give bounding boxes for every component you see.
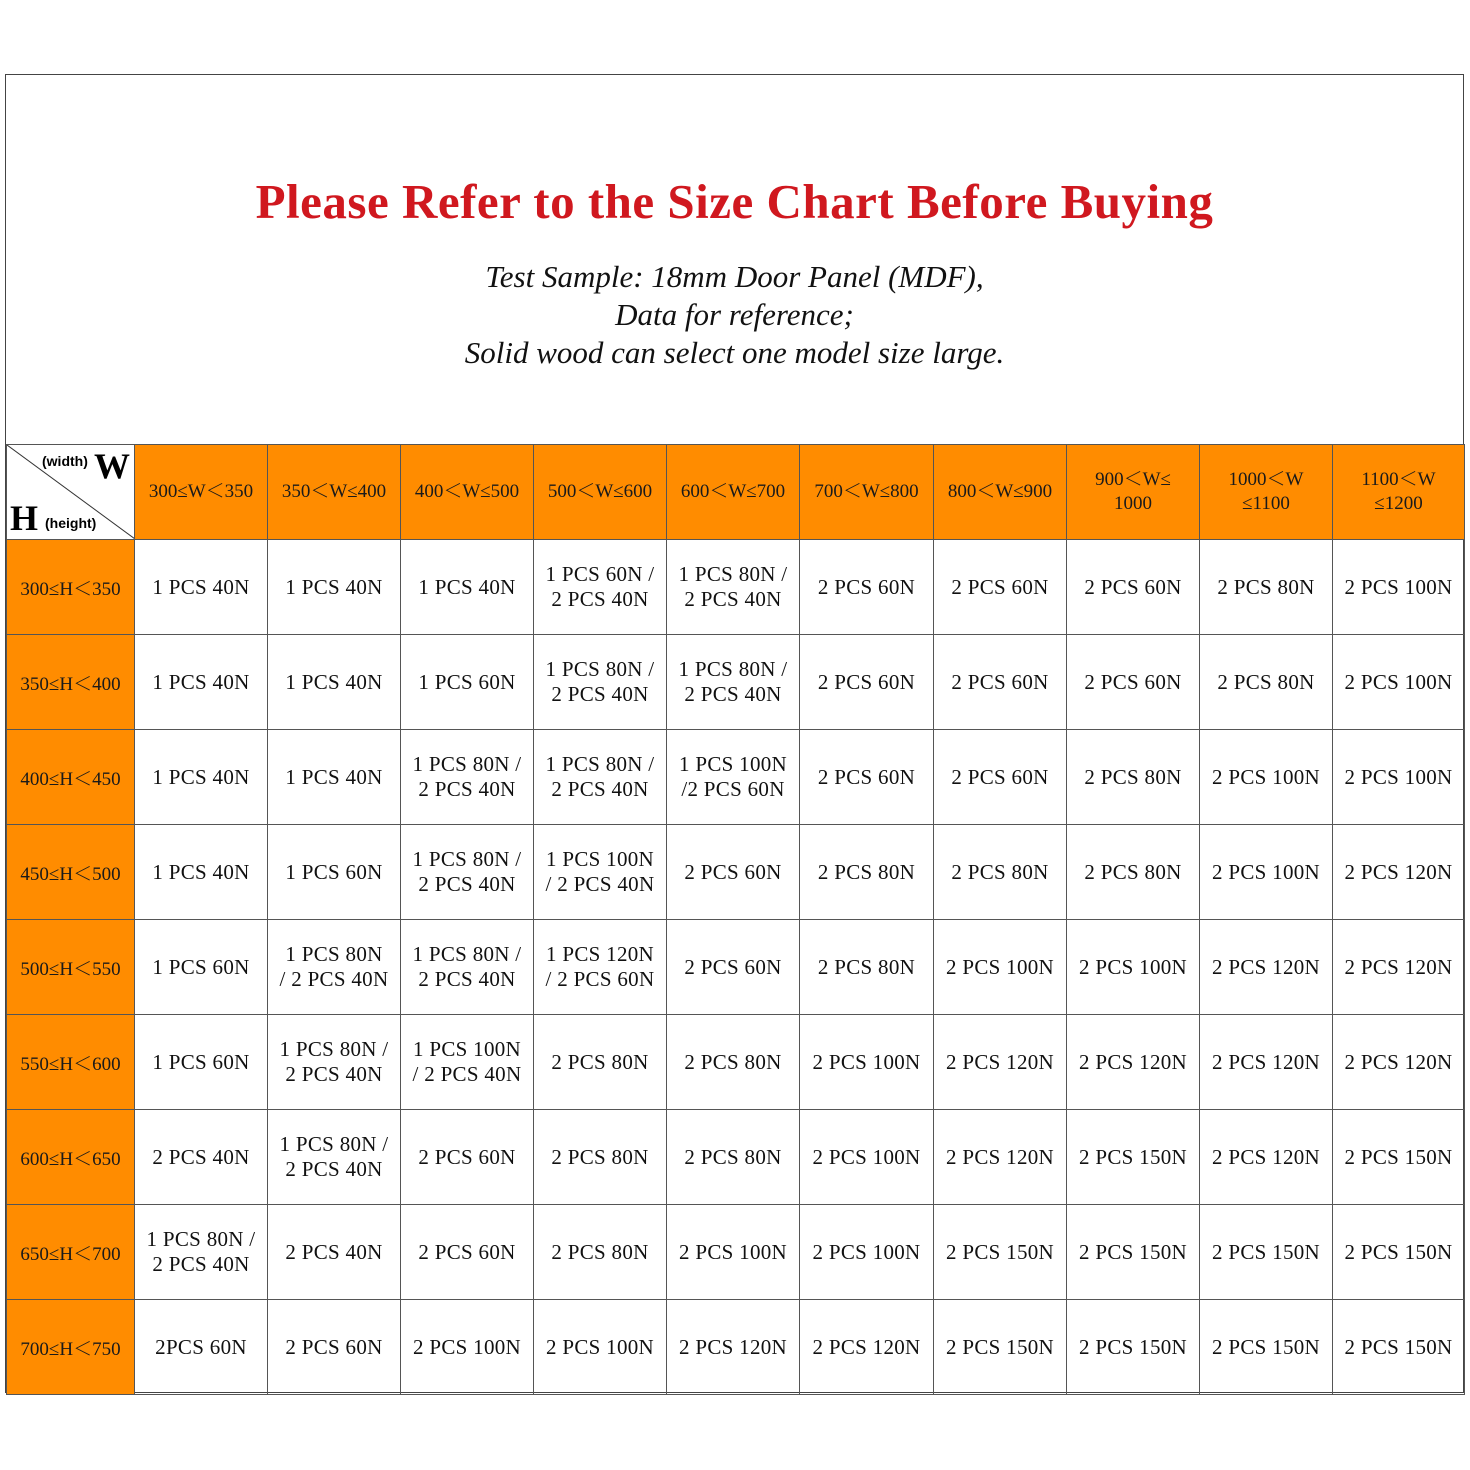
table-cell bbox=[268, 1110, 401, 1205]
cell-line: 2 PCS 60N bbox=[817, 764, 916, 789]
table-cell bbox=[135, 730, 268, 825]
cell-line: 2 PCS 150N bbox=[1211, 1334, 1321, 1359]
table-cell bbox=[268, 1205, 401, 1300]
table-cell bbox=[135, 540, 268, 635]
table-row bbox=[7, 540, 1465, 635]
column-header-label: 500＜W≤600 bbox=[547, 481, 653, 502]
cell-line: 1 PCS 40N bbox=[285, 574, 383, 599]
table-cell bbox=[534, 825, 667, 920]
cell-line: 1 PCS 120N bbox=[545, 942, 655, 966]
cell-line: 1 PCS 60N bbox=[152, 954, 250, 979]
cell-line: 1 PCS 80N / bbox=[678, 657, 788, 681]
table-cell bbox=[667, 1015, 800, 1110]
cell-line: 1 PCS 60N bbox=[418, 669, 516, 694]
subtitle-line: Data for reference; bbox=[615, 297, 854, 332]
cell-line: 2 PCS 40N bbox=[418, 872, 516, 896]
cell-line: 2 PCS 120N bbox=[812, 1334, 921, 1359]
table-cell bbox=[401, 1205, 534, 1300]
size-table bbox=[6, 444, 1465, 1395]
column-header-row bbox=[7, 445, 1465, 540]
cell-line: 1 PCS 80N bbox=[285, 942, 383, 966]
cell-line: 2 PCS 40N bbox=[285, 1157, 383, 1181]
table-cell bbox=[800, 1300, 934, 1395]
table-cell bbox=[268, 540, 401, 635]
cell-line: 2 PCS 150N bbox=[1078, 1239, 1188, 1264]
table-cell bbox=[934, 730, 1067, 825]
table-cell bbox=[135, 1015, 268, 1110]
table-cell bbox=[1067, 920, 1200, 1015]
column-header-label: ≤1100 bbox=[1242, 493, 1290, 514]
cell-line: 2 PCS 100N bbox=[812, 1239, 921, 1264]
cell-line: 1 PCS 80N / bbox=[412, 752, 522, 776]
row-header: 700≤H＜750 bbox=[7, 1300, 135, 1395]
cell-line: 2 PCS 80N bbox=[817, 954, 916, 979]
table-cell bbox=[534, 920, 667, 1015]
cell-line: 2 PCS 150N bbox=[1344, 1334, 1453, 1359]
cell-line: 2 PCS 80N bbox=[1084, 859, 1182, 884]
cell-line: 2 PCS 60N bbox=[1084, 669, 1182, 694]
table-cell bbox=[667, 1110, 800, 1205]
cell-line: 2 PCS 120N bbox=[678, 1334, 788, 1359]
cell-line: 2 PCS 60N bbox=[1084, 574, 1182, 599]
table-cell bbox=[1333, 1015, 1465, 1110]
table-cell bbox=[1200, 825, 1333, 920]
table-cell bbox=[667, 730, 800, 825]
table-cell bbox=[1067, 1110, 1200, 1205]
table-cell bbox=[534, 1110, 667, 1205]
chart-title: Please Refer to the Size Chart Before Buying bbox=[255, 174, 1214, 229]
table-cell bbox=[534, 1300, 667, 1395]
column-header-label: 700＜W≤800 bbox=[814, 481, 919, 502]
table-cell bbox=[800, 635, 934, 730]
table-cell bbox=[800, 920, 934, 1015]
cell-line: 1 PCS 100N bbox=[545, 847, 655, 871]
cell-line: 2 PCS 40N bbox=[684, 587, 782, 611]
cell-line: 2 PCS 100N bbox=[412, 1334, 522, 1359]
cell-line: 2 PCS 60N bbox=[684, 954, 782, 979]
column-header-label: 300≤W＜350 bbox=[148, 481, 254, 502]
table-body bbox=[7, 540, 1465, 1395]
cell-line: 2 PCS 150N bbox=[1078, 1144, 1188, 1169]
column-header-label: 800＜W≤900 bbox=[947, 481, 1053, 502]
cell-line: 1 PCS 80N / bbox=[678, 562, 788, 586]
cell-line: 2 PCS 40N bbox=[418, 967, 516, 991]
table-cell bbox=[534, 1015, 667, 1110]
table-cell bbox=[401, 920, 534, 1015]
cell-line: 1 PCS 60N bbox=[285, 859, 383, 884]
table-row bbox=[7, 920, 1465, 1015]
table-cell bbox=[1067, 825, 1200, 920]
cell-line: 2 PCS 150N bbox=[1078, 1334, 1188, 1359]
cell-line: 1 PCS 60N / bbox=[545, 562, 655, 586]
cell-line: 2 PCS 60N bbox=[285, 1334, 383, 1359]
cell-line: 1 PCS 60N bbox=[152, 1049, 250, 1074]
cell-line: 2 PCS 120N bbox=[1211, 1049, 1321, 1074]
height-label: H bbox=[10, 498, 39, 538]
table-cell bbox=[800, 825, 934, 920]
table-row bbox=[7, 730, 1465, 825]
table-cell bbox=[401, 730, 534, 825]
table-cell bbox=[1333, 1110, 1465, 1205]
cell-line: 2 PCS 60N bbox=[951, 669, 1049, 694]
table-cell bbox=[268, 635, 401, 730]
table-cell bbox=[268, 730, 401, 825]
subtitle-line: Solid wood can select one model size large. bbox=[464, 335, 1005, 370]
column-header-label: 350＜W≤400 bbox=[281, 481, 387, 502]
table-cell bbox=[268, 1015, 401, 1110]
cell-line: 2 PCS 60N bbox=[951, 764, 1049, 789]
column-header bbox=[268, 445, 401, 540]
cell-line: 2 PCS 40N bbox=[152, 1252, 250, 1276]
cell-line: 1 PCS 80N / bbox=[545, 752, 655, 776]
cell-line: 2 PCS 150N bbox=[945, 1334, 1055, 1359]
cell-line: 2 PCS 150N bbox=[1344, 1239, 1453, 1264]
cell-line: 2 PCS 60N bbox=[684, 859, 782, 884]
table-cell bbox=[1200, 920, 1333, 1015]
table-cell bbox=[401, 635, 534, 730]
table-cell bbox=[1200, 540, 1333, 635]
row-header: 600≤H＜650 bbox=[7, 1110, 135, 1205]
cell-line: 1 PCS 80N / bbox=[412, 847, 522, 871]
table-cell bbox=[1200, 635, 1333, 730]
width-label: W bbox=[94, 446, 130, 486]
cell-line: 1 PCS 40N bbox=[152, 574, 250, 599]
cell-line: 2 PCS 100N bbox=[1211, 764, 1321, 789]
cell-line: 2 PCS 80N bbox=[1084, 764, 1182, 789]
cell-line: 2 PCS 120N bbox=[1344, 1049, 1453, 1074]
chart-subtitle bbox=[6, 258, 1463, 372]
cell-line: 2 PCS 80N bbox=[551, 1239, 649, 1264]
table-cell bbox=[934, 540, 1067, 635]
cell-line: 2 PCS 80N bbox=[1217, 669, 1315, 694]
table-cell bbox=[1067, 1015, 1200, 1110]
cell-line: 2 PCS 80N bbox=[684, 1049, 782, 1074]
table-cell bbox=[934, 1300, 1067, 1395]
cell-line: 1 PCS 40N bbox=[418, 574, 516, 599]
cell-line: 2 PCS 120N bbox=[1344, 954, 1453, 979]
cell-line: 2 PCS 40N bbox=[152, 1144, 250, 1169]
table-cell bbox=[667, 825, 800, 920]
table-cell bbox=[934, 1110, 1067, 1205]
table-row bbox=[7, 1205, 1465, 1300]
cell-line: 1 PCS 80N / bbox=[279, 1132, 389, 1156]
table-cell bbox=[667, 540, 800, 635]
cell-line: 2 PCS 60N bbox=[951, 574, 1049, 599]
cell-line: 2 PCS 40N bbox=[285, 1062, 383, 1086]
column-header bbox=[800, 445, 934, 540]
size-chart-frame bbox=[5, 74, 1464, 1393]
row-header: 300≤H＜350 bbox=[7, 540, 135, 635]
table-cell bbox=[135, 1110, 268, 1205]
table-cell bbox=[401, 1110, 534, 1205]
cell-line: 1 PCS 100N bbox=[412, 1037, 522, 1061]
cell-line: 2 PCS 120N bbox=[1211, 1144, 1321, 1169]
column-header bbox=[401, 445, 534, 540]
table-cell bbox=[800, 1015, 934, 1110]
cell-line: 2 PCS 100N bbox=[1078, 954, 1188, 979]
column-header bbox=[135, 445, 268, 540]
width-sublabel: (width) bbox=[42, 453, 88, 469]
table-cell bbox=[667, 1300, 800, 1395]
table-cell bbox=[1067, 1205, 1200, 1300]
table-row bbox=[7, 1300, 1465, 1395]
column-header-label: 600＜W≤700 bbox=[680, 481, 786, 502]
table-cell bbox=[667, 635, 800, 730]
table-cell bbox=[268, 825, 401, 920]
table-cell bbox=[401, 825, 534, 920]
cell-line: 2 PCS 40N bbox=[551, 682, 649, 706]
column-header-label: 1100＜W bbox=[1361, 469, 1436, 490]
table-cell bbox=[268, 1300, 401, 1395]
cell-line: 2 PCS 60N bbox=[817, 574, 916, 599]
cell-line: 2 PCS 100N bbox=[678, 1239, 788, 1264]
column-header bbox=[934, 445, 1067, 540]
cell-line: 2 PCS 60N bbox=[418, 1144, 516, 1169]
table-cell bbox=[934, 1015, 1067, 1110]
table-cell bbox=[934, 635, 1067, 730]
table-cell bbox=[1067, 540, 1200, 635]
table-cell bbox=[800, 1110, 934, 1205]
cell-line: 2 PCS 100N bbox=[1344, 669, 1453, 694]
subtitle-line: Test Sample: 18mm Door Panel (MDF), bbox=[485, 259, 984, 294]
cell-line: 2 PCS 100N bbox=[1211, 859, 1321, 884]
cell-line: 1 PCS 80N / bbox=[146, 1227, 256, 1251]
table-cell bbox=[534, 635, 667, 730]
table-cell bbox=[1200, 1110, 1333, 1205]
cell-line: 2 PCS 80N bbox=[684, 1144, 782, 1169]
table-cell bbox=[401, 1015, 534, 1110]
cell-line: 1 PCS 40N bbox=[152, 764, 250, 789]
cell-line: /2 PCS 60N bbox=[681, 777, 785, 801]
cell-line: 1 PCS 80N / bbox=[412, 942, 522, 966]
column-header-label: ≤1200 bbox=[1374, 493, 1423, 514]
cell-line: 2 PCS 100N bbox=[945, 954, 1055, 979]
cell-line: 2 PCS 100N bbox=[545, 1334, 655, 1359]
cell-line: 2 PCS 40N bbox=[551, 587, 649, 611]
column-header-label: 400＜W≤500 bbox=[414, 481, 520, 502]
column-header bbox=[1067, 445, 1200, 540]
column-header-label: 1000＜W bbox=[1228, 469, 1304, 490]
cell-line: 2 PCS 120N bbox=[1078, 1049, 1188, 1074]
table-cell bbox=[1067, 1300, 1200, 1395]
table-cell bbox=[268, 920, 401, 1015]
table-row bbox=[7, 1110, 1465, 1205]
table-cell bbox=[135, 1205, 268, 1300]
table-cell bbox=[1200, 730, 1333, 825]
table-row bbox=[7, 1015, 1465, 1110]
table-cell bbox=[1333, 730, 1465, 825]
table-cell bbox=[934, 920, 1067, 1015]
cell-line: 2 PCS 60N bbox=[418, 1239, 516, 1264]
table-cell bbox=[135, 920, 268, 1015]
table-cell bbox=[934, 1205, 1067, 1300]
row-header: 400≤H＜450 bbox=[7, 730, 135, 825]
chart-header bbox=[6, 75, 1463, 445]
cell-line: 2 PCS 120N bbox=[1211, 954, 1321, 979]
cell-line: 2 PCS 80N bbox=[951, 859, 1049, 884]
cell-line: 2 PCS 100N bbox=[1344, 764, 1453, 789]
table-cell bbox=[534, 540, 667, 635]
corner-cell bbox=[7, 445, 135, 540]
cell-line: 2 PCS 40N bbox=[551, 777, 649, 801]
table-cell bbox=[1333, 920, 1465, 1015]
table-row bbox=[7, 825, 1465, 920]
cell-line: 2 PCS 40N bbox=[418, 777, 516, 801]
cell-line: / 2 PCS 40N bbox=[545, 872, 655, 896]
row-header: 650≤H＜700 bbox=[7, 1205, 135, 1300]
column-header-label: 900＜W≤ bbox=[1095, 469, 1171, 490]
cell-line: 2 PCS 100N bbox=[812, 1049, 921, 1074]
row-header: 500≤H＜550 bbox=[7, 920, 135, 1015]
cell-line: 2 PCS 120N bbox=[945, 1049, 1055, 1074]
cell-line: 2PCS 60N bbox=[155, 1334, 247, 1359]
table-cell bbox=[800, 1205, 934, 1300]
cell-line: 2 PCS 80N bbox=[817, 859, 916, 884]
column-header-label: 1000 bbox=[1114, 493, 1152, 514]
cell-line: 1 PCS 40N bbox=[285, 669, 383, 694]
cell-line: 1 PCS 40N bbox=[152, 859, 250, 884]
table-cell bbox=[534, 730, 667, 825]
height-sublabel: (height) bbox=[45, 515, 97, 531]
table-cell bbox=[1200, 1300, 1333, 1395]
cell-line: / 2 PCS 40N bbox=[279, 967, 389, 991]
column-header bbox=[667, 445, 800, 540]
table-cell bbox=[1333, 635, 1465, 730]
table-cell bbox=[401, 1300, 534, 1395]
table-cell bbox=[1067, 730, 1200, 825]
table-cell bbox=[800, 730, 934, 825]
cell-line: 2 PCS 120N bbox=[1344, 859, 1453, 884]
table-cell bbox=[135, 635, 268, 730]
cell-line: / 2 PCS 60N bbox=[545, 967, 655, 991]
cell-line: 2 PCS 150N bbox=[1344, 1144, 1453, 1169]
row-header: 550≤H＜600 bbox=[7, 1015, 135, 1110]
column-header bbox=[1333, 445, 1465, 540]
cell-line: 2 PCS 80N bbox=[1217, 574, 1315, 599]
cell-line: 2 PCS 100N bbox=[812, 1144, 921, 1169]
cell-line: 1 PCS 40N bbox=[152, 669, 250, 694]
table-cell bbox=[1333, 1300, 1465, 1395]
table-cell bbox=[1333, 1205, 1465, 1300]
cell-line: 2 PCS 60N bbox=[817, 669, 916, 694]
cell-line: 1 PCS 80N / bbox=[279, 1037, 389, 1061]
table-cell bbox=[1200, 1015, 1333, 1110]
table-cell bbox=[934, 825, 1067, 920]
cell-line: 2 PCS 80N bbox=[551, 1144, 649, 1169]
table-cell bbox=[1067, 635, 1200, 730]
row-header: 350≤H＜400 bbox=[7, 635, 135, 730]
cell-line: / 2 PCS 40N bbox=[412, 1062, 522, 1086]
table-cell bbox=[135, 825, 268, 920]
cell-line: 1 PCS 40N bbox=[285, 764, 383, 789]
table-cell bbox=[1200, 1205, 1333, 1300]
table-cell bbox=[667, 920, 800, 1015]
cell-line: 1 PCS 80N / bbox=[545, 657, 655, 681]
table-row bbox=[7, 635, 1465, 730]
table-cell bbox=[1333, 540, 1465, 635]
column-header bbox=[534, 445, 667, 540]
cell-line: 2 PCS 80N bbox=[551, 1049, 649, 1074]
cell-line: 2 PCS 150N bbox=[945, 1239, 1055, 1264]
table-cell bbox=[135, 1300, 268, 1395]
row-header: 450≤H＜500 bbox=[7, 825, 135, 920]
cell-line: 2 PCS 100N bbox=[1344, 574, 1453, 599]
table-cell bbox=[800, 540, 934, 635]
cell-line: 2 PCS 150N bbox=[1211, 1239, 1321, 1264]
column-header bbox=[1200, 445, 1333, 540]
cell-line: 2 PCS 120N bbox=[945, 1144, 1055, 1169]
cell-line: 1 PCS 100N bbox=[678, 752, 788, 776]
cell-line: 2 PCS 40N bbox=[285, 1239, 383, 1264]
table-cell bbox=[667, 1205, 800, 1300]
table-cell bbox=[1333, 825, 1465, 920]
table-cell bbox=[534, 1205, 667, 1300]
cell-line: 2 PCS 40N bbox=[684, 682, 782, 706]
table-cell bbox=[401, 540, 534, 635]
